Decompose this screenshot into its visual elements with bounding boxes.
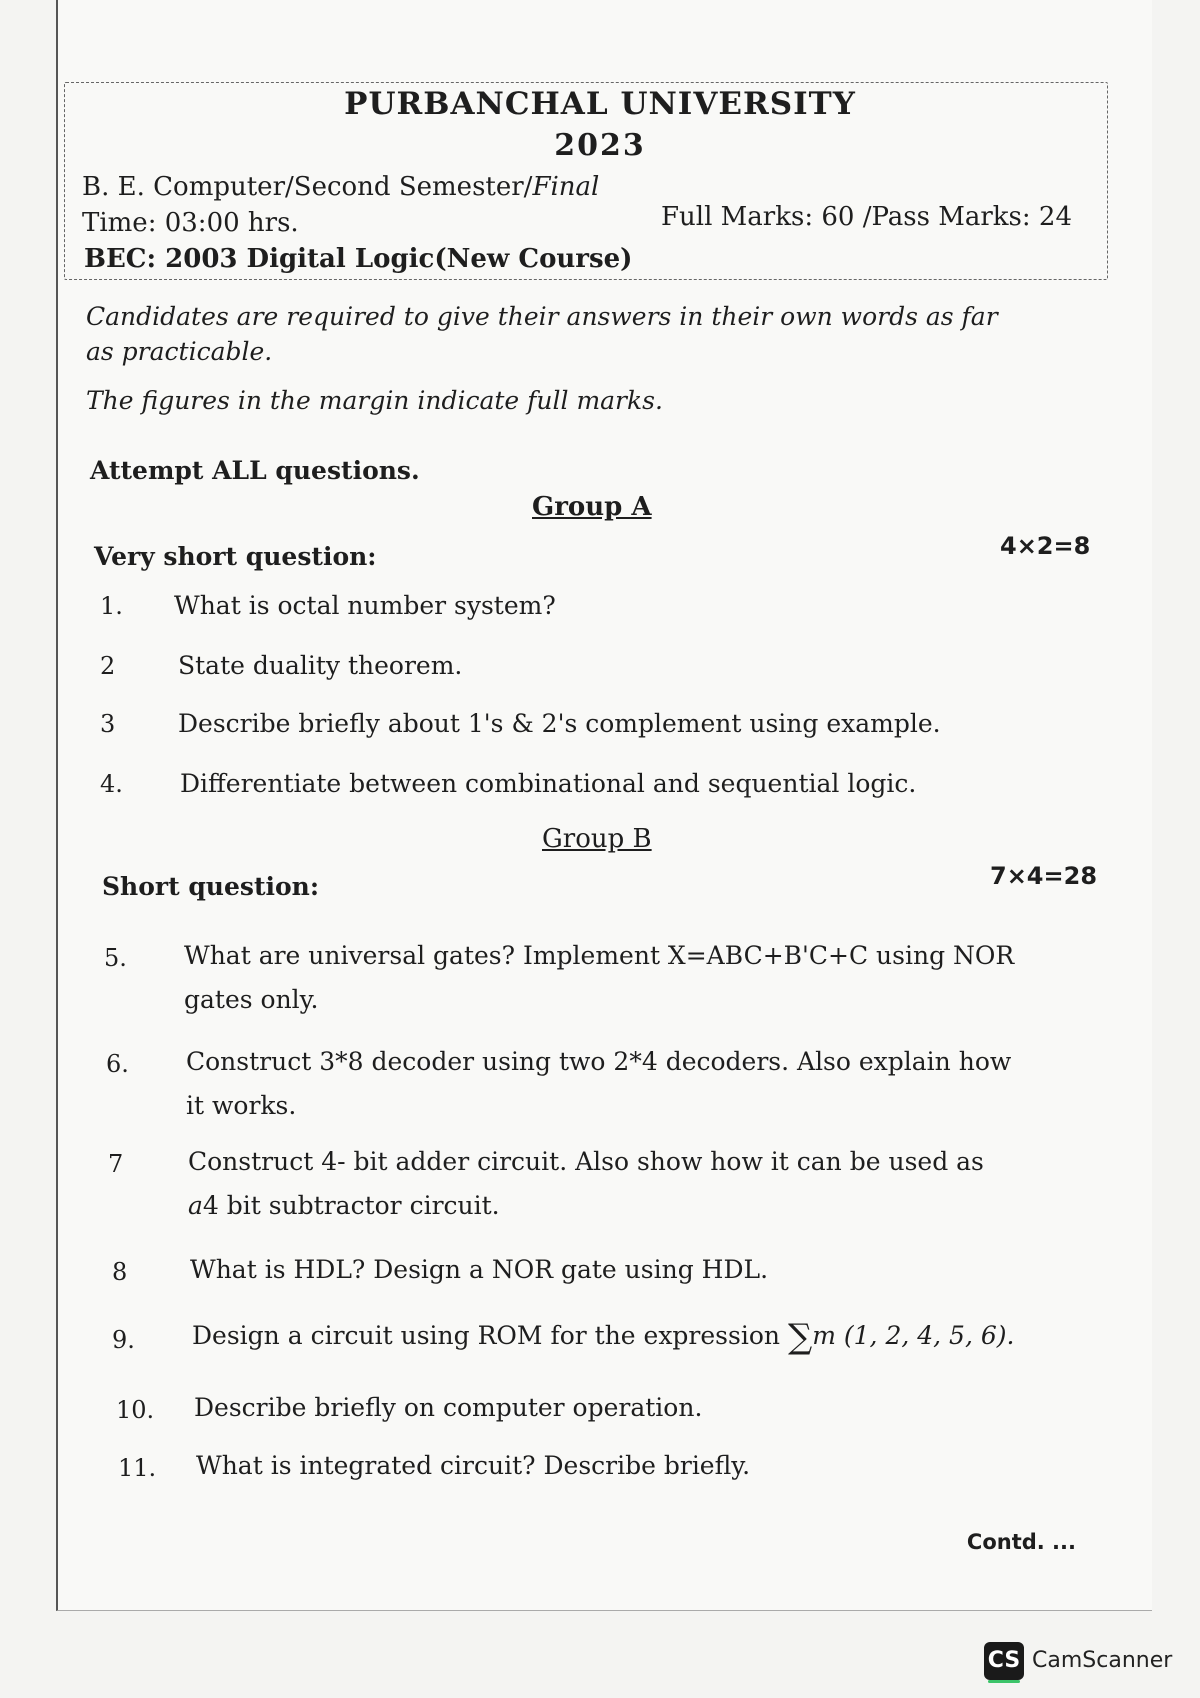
group-b-label: Short question: [102, 872, 320, 901]
program-line [82, 172, 599, 202]
question-text-line [188, 1184, 1138, 1228]
camscanner-watermark: CamScanner [1032, 1648, 1173, 1673]
program-text: B. E. Computer/Second Semester/ [82, 172, 533, 202]
camscanner-logo-icon: CS [984, 1642, 1024, 1680]
question-number: 11. [118, 1454, 157, 1482]
continued-note: Contd. ... [966, 1530, 1076, 1554]
question-text: Differentiate between combinational and sequential logic. [180, 769, 917, 798]
sigma-symbol: ∑ [787, 1317, 813, 1357]
exam-year: 2023 [554, 128, 646, 163]
attempt-all: Attempt ALL questions. [90, 456, 420, 485]
question-text: What is HDL? Design a NOR gate using HDL. [190, 1255, 769, 1284]
question-text-line: What are universal gates? Implement X=ABC+B'C+C using NOR [184, 941, 1015, 970]
question-text [186, 1040, 1136, 1128]
question-text: State duality theorem. [178, 651, 463, 680]
question-number: 4. [100, 770, 123, 798]
exam-type: Final [532, 172, 600, 202]
exam-time: Time: 03:00 hrs. [82, 208, 299, 238]
group-b-marks: 7×4=28 [990, 862, 1098, 890]
instruction-line-1: Candidates are required to give their answers in their own words as far [86, 302, 998, 331]
question-number: 7 [108, 1150, 124, 1178]
minterm-expression: m (1, 2, 4, 5, 6). [812, 1321, 1015, 1350]
instruction-line-2: as practicable. [86, 337, 273, 366]
group-a-title: Group A [532, 492, 652, 522]
university-name: PURBANCHAL UNIVERSITY [344, 86, 856, 122]
question-number: 1. [100, 592, 123, 620]
question-text-line: gates only. [184, 985, 319, 1014]
question-text-main: Design a circuit using ROM for the expression [192, 1321, 780, 1350]
question-text: Describe briefly on computer operation. [194, 1393, 703, 1422]
instruction-line-3: The figures in the margin indicate full marks. [86, 386, 663, 415]
question-number: 6. [106, 1050, 129, 1078]
question-text [192, 1314, 1142, 1359]
question-number: 3 [100, 710, 116, 738]
question-number: 9. [112, 1326, 135, 1354]
course-title: BEC: 2003 Digital Logic(New Course) [84, 244, 633, 274]
question-text [184, 934, 1134, 1022]
question-number: 5. [104, 944, 127, 972]
question-text-line: Construct 4- bit adder circuit. Also show how it can be used as [188, 1147, 984, 1176]
question-text: Describe briefly about 1's & 2's complement using example. [178, 709, 941, 738]
question-text-italic: a [188, 1191, 203, 1220]
question-text-line: Construct 3*8 decoder using two 2*4 decoders. Also explain how [186, 1047, 1012, 1076]
group-a-marks: 4×2=8 [1000, 532, 1091, 560]
question-text-rest: 4 bit subtractor circuit. [202, 1191, 500, 1220]
question-number: 10. [116, 1396, 155, 1424]
question-number: 2 [100, 652, 116, 680]
full-pass-marks: Full Marks: 60 /Pass Marks: 24 [661, 202, 1072, 232]
question-text-line: it works. [186, 1091, 297, 1120]
group-b-title: Group B [542, 824, 652, 854]
question-text: What is integrated circuit? Describe briefly. [196, 1451, 751, 1480]
question-text: What is octal number system? [174, 591, 556, 620]
question-text [188, 1140, 1138, 1228]
group-a-label: Very short question: [94, 542, 377, 571]
question-number: 8 [112, 1258, 128, 1286]
